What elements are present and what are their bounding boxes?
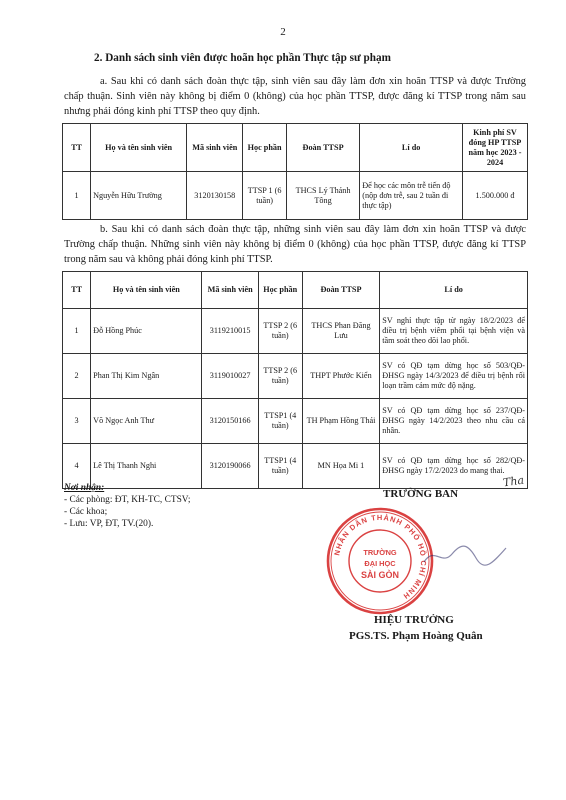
table-row — [63, 354, 528, 399]
recipients-heading: Nơi nhận: — [64, 483, 105, 493]
cell-group: THPT Phước Kiển — [302, 354, 380, 399]
recipient-item: - Lưu: VP, ĐT, TV.(20). — [64, 519, 154, 529]
recipients-list — [64, 482, 190, 530]
cell-name: Lê Thị Thanh Nghi — [91, 444, 202, 489]
cell-student-id: 3120190066 — [202, 444, 258, 489]
table-header-row — [63, 124, 528, 172]
cell-tt: 1 — [63, 172, 91, 220]
cell-student-id: 3119010027 — [202, 354, 258, 399]
cell-reason: SV có QĐ tạm dừng học số 282/QĐ-ĐHSG ngày 17/2/2023 do mang thai. — [380, 444, 528, 489]
cell-course: TTSP1 (4 tuần) — [258, 444, 302, 489]
cell-name: Đỗ Hồng Phúc — [91, 309, 202, 354]
column-header: TT — [63, 272, 91, 309]
cell-name: Nguyễn Hữu Trường — [91, 172, 187, 220]
column-header: Họ và tên sinh viên — [91, 272, 202, 309]
cell-group: TH Phạm Hồng Thái — [302, 399, 380, 444]
column-header: Mã sinh viên — [202, 272, 258, 309]
cell-student-id: 3120130158 — [187, 172, 243, 220]
cell-reason: Để học các môn trễ tiến độ (nộp đơn trễ, sau 2 tuần đi thực tập) — [360, 172, 463, 220]
recipient-item: - Các phòng: ĐT, KH-TC, CTSV; — [64, 495, 191, 505]
cell-tt: 3 — [63, 399, 91, 444]
column-header: Đoàn TTSP — [302, 272, 380, 309]
cell-reason: SV nghỉ thực tập từ ngày 18/2/2023 để điều trị bệnh viêm phổi tại bệnh viện và tầm soát theo dõi lao phổi. — [380, 309, 528, 354]
university-seal-stamp — [325, 506, 435, 616]
cell-tt: 1 — [63, 309, 91, 354]
column-header: Kinh phí SV đóng HP TTSP năm học 2023 - 2024 — [463, 124, 528, 172]
page-number: 2 — [280, 26, 286, 38]
table-row — [63, 309, 528, 354]
column-header: Lí do — [380, 272, 528, 309]
table-header-row — [63, 272, 528, 309]
column-header: Học phần — [258, 272, 302, 309]
cell-group: MN Họa Mi 1 — [302, 444, 380, 489]
section-title: 2. Danh sách sinh viên được hoãn học phần Thực tập sư phạm — [94, 52, 391, 64]
seal-ring-text: NHÂN DÂN THÀNH PHỐ HỒ CHÍ MINH — [332, 512, 429, 602]
seal-text-top: TRƯỜNG — [363, 548, 397, 557]
table-row — [63, 172, 528, 220]
recipient-item: - Các khoa; — [64, 507, 108, 517]
paragraph-a — [64, 74, 526, 119]
seal-text-mid: ĐẠI HỌC — [364, 559, 396, 568]
cell-student-id: 3120150166 — [202, 399, 258, 444]
column-header: Lí do — [360, 124, 463, 172]
handwritten-signature — [420, 540, 510, 570]
column-header: Học phần — [243, 124, 287, 172]
cell-reason: SV có QĐ tạm dừng học số 237/QĐ-ĐHSG ngày 14/2/2023 theo nhu cầu cá nhân. — [380, 399, 528, 444]
cell-course: TTSP 1 (6 tuần) — [243, 172, 287, 220]
paragraph-a-text: a. Sau khi có danh sách đoàn thực tập, sinh viên sau đây làm đơn xin hoãn TTSP và được Trường chấp thuận. Sinh viên này không bị điểm 0 (không) của học phần TTSP, được đăng kí TTSP trong năm sau nhưng phải đóng kinh phí TTSP theo quy định. — [64, 76, 526, 117]
cell-tt: 2 — [63, 354, 91, 399]
column-header: Đoàn TTSP — [286, 124, 359, 172]
table-row — [63, 399, 528, 444]
signer-name: PGS.TS. Phạm Hoàng Quân — [349, 630, 483, 642]
column-header: TT — [63, 124, 91, 172]
signature-title: TRƯỜNG BAN — [383, 488, 459, 500]
cell-reason: SV có QĐ tạm dừng học số 503/QĐ-ĐHSG ngày 14/3/2023 để điều trị bệnh rối loạn trầm cảm mức độ nặng. — [380, 354, 528, 399]
cell-tt: 4 — [63, 444, 91, 489]
cell-name: Võ Ngọc Anh Thư — [91, 399, 202, 444]
deferred-fee-table — [62, 123, 528, 220]
signer-role: HIỆU TRƯỞNG — [374, 614, 454, 626]
paragraph-b — [64, 222, 526, 267]
cell-group: THCS Lý Thánh Tông — [286, 172, 359, 220]
cell-course: TTSP 2 (6 tuần) — [258, 354, 302, 399]
column-header: Họ và tên sinh viên — [91, 124, 187, 172]
cell-name: Phan Thị Kim Ngân — [91, 354, 202, 399]
cell-course: TTSP1 (4 tuần) — [258, 399, 302, 444]
deferred-free-table — [62, 271, 528, 489]
cell-fee: 1.500.000 đ — [463, 172, 528, 220]
cell-course: TTSP 2 (6 tuần) — [258, 309, 302, 354]
handwritten-initial: Tha — [502, 473, 525, 490]
cell-group: THCS Phan Đăng Lưu — [302, 309, 380, 354]
seal-text-bottom: SÀI GÒN — [360, 570, 400, 580]
paragraph-b-text: b. Sau khi có danh sách đoàn thực tập, những sinh viên sau đây làm đơn xin hoãn TTSP và được Trường chấp thuận. Những sinh viên này không bị điểm 0 (không) của học phần TTSP, được đăng kí TTSP trong năm sau và không phải đóng kinh phí TTSP. — [64, 224, 526, 265]
cell-student-id: 3119210015 — [202, 309, 258, 354]
column-header: Mã sinh viên — [187, 124, 243, 172]
